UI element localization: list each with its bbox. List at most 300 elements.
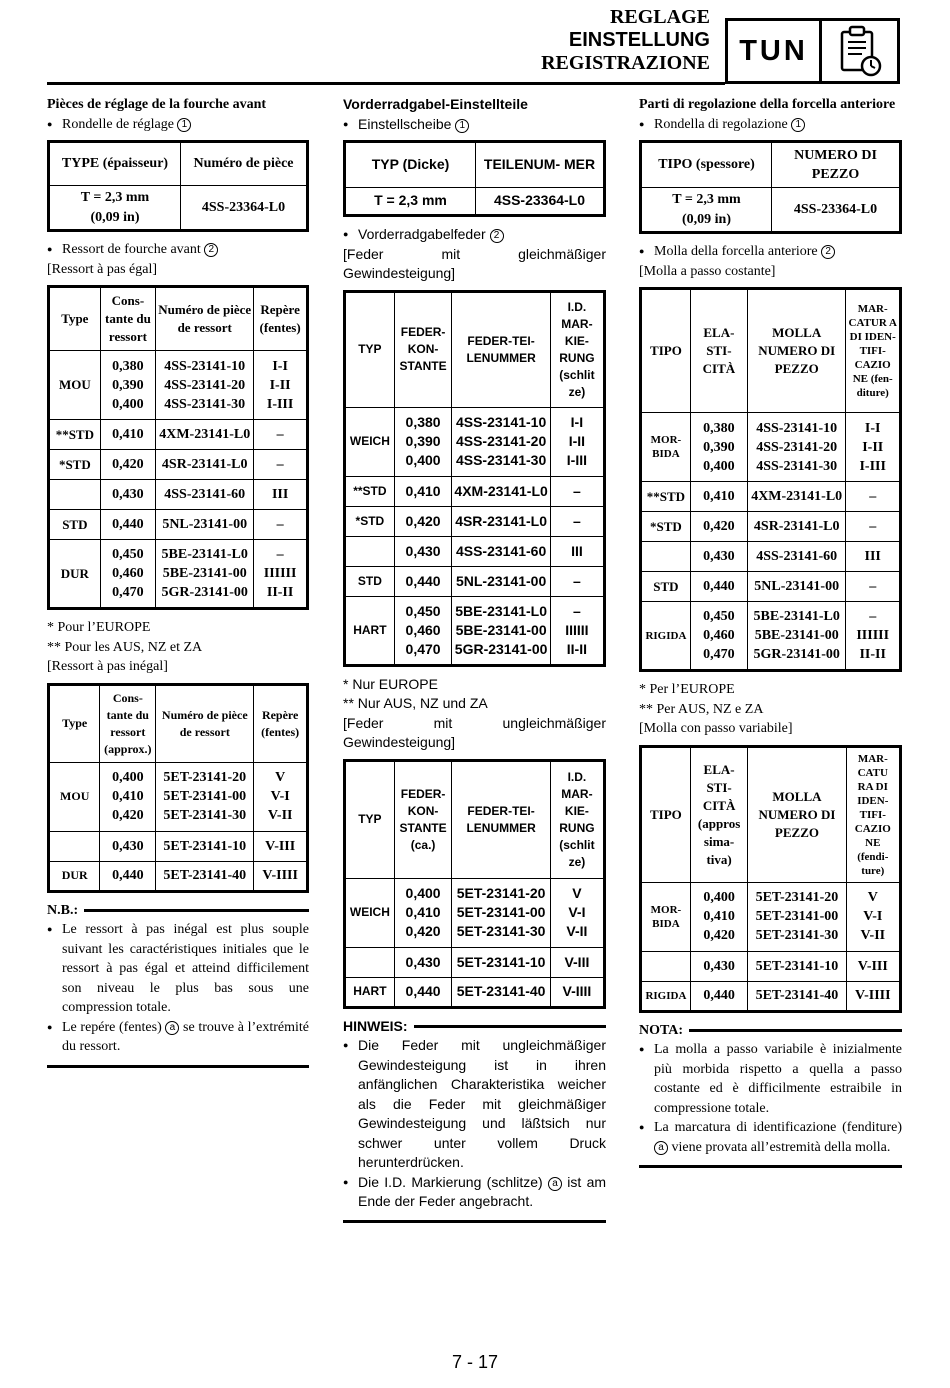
callout-ref: 2 [821,245,835,259]
cell-value: 0,440 [703,579,735,594]
consts-cell [690,882,747,951]
cell-value: 0,420 [405,923,441,939]
cell-value: 0,440 [405,983,441,999]
cell-value: 5BE-23141-L0 [161,547,248,562]
parts-cell [156,861,254,891]
marks-cell [254,762,308,831]
parts-cell [452,536,550,566]
parts-cell [156,351,254,420]
subsection-label: [Ressort à pas inégal] [47,659,168,674]
list-item [343,115,606,135]
cell-value: V-I [568,904,586,920]
table-header-cell: Repère (fentes) [254,684,308,762]
cell-value: II-II [859,647,886,662]
row-type-cell [345,947,395,977]
row-type-cell: **STD [641,482,691,512]
title-italian: REGISTRAZIONE [541,52,710,74]
cell-value: II-II [566,640,588,657]
note-heading [639,1021,902,1041]
note-item [639,1118,902,1157]
table-row [49,510,308,540]
cell-value: 5ET-23141-00 [456,904,546,920]
cell-value: 0,420 [112,808,144,823]
table-row [641,882,901,951]
cell-value: 0,410 [112,427,144,442]
table-header-cell: TYP [345,291,395,407]
parts-cell [452,977,550,1007]
bullet-text: Vorderradgabelfeder [358,226,486,242]
table-row [641,951,901,981]
table-header-cell: TIPO [641,746,691,882]
cell-value: 0,410 [112,789,144,804]
note-end-rule [639,1165,902,1168]
marks-cell [254,510,308,540]
section-code: TUN [728,21,822,81]
title-german: EINSTELLUNG [568,29,710,51]
table-cell: 4SS-23364-L0 [476,188,605,216]
cell-value: V-I [270,789,290,804]
marks-cell [846,882,900,951]
consts-cell [100,540,155,609]
parts-cell [747,572,845,602]
subsection-label: [Molla con passo variabile] [639,721,793,736]
row-type-cell [345,536,395,566]
cell-value: V-III [265,838,296,854]
table-header-cell: Cons- tante du ressort (approx.) [100,684,156,762]
table-header-cell: Repère (fentes) [254,287,308,351]
cell-value: V-I [863,909,883,924]
cell-value: 0,420 [405,512,441,529]
cell-value: III [271,487,289,502]
cell-value: 5ET-23141-40 [755,988,839,1003]
cell-value: 0,390 [112,377,144,393]
row-type-cell [641,542,691,572]
consts-cell [394,407,452,476]
footnote: * Per l’EUROPE [639,682,735,697]
washer-table [47,140,309,232]
cell-value: 0,460 [112,566,144,581]
table-cell: 4SS-23364-L0 [181,186,308,231]
parts-cell [747,542,845,572]
cell-value: 0,470 [405,640,441,657]
cell-value: 5BE-23141-00 [162,566,247,581]
table-header-cell: Numéro de pièce de ressort [156,287,254,351]
cell-value: – [573,512,581,529]
cell-value: 0,380 [703,420,735,436]
cell-value: 0,450 [405,602,441,619]
row-type-cell: STD [641,572,691,602]
cell-value: V [867,890,878,905]
marks-cell [254,540,308,609]
consts-cell [690,951,747,981]
cell-value: 5ET-23141-30 [163,808,247,823]
note-text: Die I.D. Markierung (schlitze) [358,1173,543,1190]
section-badge [725,18,900,84]
marks-cell [550,506,604,536]
table-row [345,506,605,536]
bullet-text: Rondella di regolazione [654,116,788,132]
cell-value: V-II [860,928,886,943]
cell-value: 4SS-23141-20 [455,433,547,449]
marks-cell [846,572,901,602]
consts-cell [394,476,452,506]
cell-value: 0,450 [112,547,144,562]
cell-value: 5BE-23141-L0 [455,602,548,619]
parts-cell [156,450,254,480]
cell-value: 0,430 [703,549,735,564]
callout-ref: 1 [791,118,805,132]
note-heading [343,1017,606,1037]
consts-cell [690,512,747,542]
consts-cell [394,506,452,536]
table-header-cell: I.D. MAR- KIE- RUNG (schlit ze) [550,291,604,407]
table-row [641,512,901,542]
marks-cell [254,351,308,420]
cell-value: 5NL-23141-00 [754,579,840,594]
consts-cell [394,878,452,947]
page-number: 7 - 17 [451,1352,499,1372]
footnote: ** Pour les AUS, NZ et ZA [47,639,203,655]
cell-value: 0,400 [112,770,144,785]
cell-value: 0,390 [703,439,735,455]
list-item [639,115,902,135]
table-row [49,450,308,480]
cell-value: V-II [566,923,588,939]
cell-value: 5BE-23141-00 [455,621,547,638]
marks-cell [254,831,308,861]
cell-value: 5ET-23141-40 [456,983,546,999]
french-column [47,95,309,1068]
cell-value: 0,400 [703,458,735,474]
parts-cell [452,476,550,506]
table-header-row [49,142,308,186]
marks-cell [550,407,604,476]
parts-cell [452,566,550,596]
consts-cell [100,351,155,420]
cell-value: 5GR-23141-00 [161,585,248,600]
cell-value: 4SR-23141-L0 [753,519,840,534]
note-title: NOTA: [639,1022,684,1038]
parts-cell [748,951,846,981]
uneven-spring-table [639,745,902,1013]
table-cell [49,186,181,231]
cell-value: V [572,885,582,901]
cell-value: IIIIII [856,628,890,643]
cell-value: – [869,609,877,624]
cell-value: 0,420 [703,519,735,534]
cell-value: 0,470 [703,647,735,662]
marks-cell [550,476,604,506]
table-header-row [641,142,901,188]
cell-value: 4SS-23141-60 [756,549,838,564]
consts-cell [394,596,452,665]
row-type-cell: MOR- BIDA [641,413,691,482]
parts-cell [748,882,846,951]
cell-value: 4SS-23141-10 [756,420,838,436]
table-row [345,188,605,216]
cell-value: V-III [857,958,888,974]
table-row [641,482,901,512]
cell-value: 5BE-23141-L0 [753,609,840,624]
cell-value: 0,460 [405,621,441,638]
cell-value: 0,440 [405,572,441,589]
table-header-cell: FEDER-TEI- LENUMMER [452,291,550,407]
marks-cell [846,602,901,671]
table-header-cell: MAR- CATU RA DI IDEN- TIFI- CAZIO NE (fendi- ture) [846,746,900,882]
table-row [49,861,308,891]
cell-value: – [276,517,284,532]
cell-value: V-IIII [562,983,592,999]
table-header-cell: TYPE (épaisseur) [49,142,181,186]
table-header-cell: FEDER-TEI- LENUMMER [452,760,550,878]
consts-cell [100,510,155,540]
table-header-cell: TEILENUM- MER [476,142,605,188]
parts-cell [156,420,254,450]
cell-value: 4SR-23141-L0 [161,457,248,472]
cell-value: – [869,519,877,534]
note-text: La marcatura di identificazione (fenditure) [654,1120,902,1135]
footnote: * Nur EUROPE [343,675,438,692]
cell-value: IIIIII [263,566,297,581]
even-spring-table [47,285,309,610]
note-item [47,1018,309,1057]
note-end-rule [47,1065,309,1068]
cell-value: 0,410 [703,489,735,504]
cell-value: 4XM-23141-L0 [454,482,548,499]
cell-value: III [571,542,583,559]
table-row [49,420,308,450]
note-item [343,1173,606,1212]
marks-cell [846,981,900,1011]
row-type-cell: *STD [641,512,691,542]
cell-value: – [869,579,877,594]
cell-value: 0,470 [112,585,144,600]
cell-value: III [864,549,881,564]
parts-cell [747,602,845,671]
cell-value: – [276,427,284,442]
row-type-cell: *STD [345,506,395,536]
table-header-cell: TIPO (spessore) [641,142,772,188]
cell-value: V-III [564,953,590,970]
marks-cell [254,450,308,480]
note-text: viene provata all’estremità della molla. [671,1139,891,1155]
cell-value: 4SS-23141-10 [164,358,246,374]
cell-value: 5ET-23141-20 [755,890,839,905]
table-header-cell: TYP [345,760,395,878]
section-heading: Vorderradgabel-Einstellteile [343,96,528,112]
consts-cell [100,480,155,510]
marks-cell [550,596,604,665]
consts-cell [690,572,747,602]
subsection-label: [Ressort à pas égal] [47,261,158,277]
thickness-inch: (0,09 in) [682,211,731,227]
parts-cell [156,510,254,540]
cell-value: IIIIII [565,621,589,638]
cell-value: 0,400 [405,885,441,901]
cell-value: 5ET-23141-20 [163,770,247,785]
row-type-cell [49,480,101,510]
row-type-cell: DUR [49,540,101,609]
cell-value: 0,400 [405,452,441,468]
marks-cell [846,542,901,572]
washer-table [639,140,902,234]
cell-value: 0,390 [405,433,441,449]
table-row [345,977,605,1007]
marks-cell [550,878,604,947]
cell-value: 5ET-23141-10 [163,838,247,854]
table-cell [641,188,772,233]
thickness-value: T = 2,3 mm [80,190,150,205]
table-cell: 4SS-23364-L0 [772,188,901,233]
table-header-row [345,142,605,188]
cell-value: I-II [269,377,291,393]
note-item: ● Le ressort à pas inégal est plus souple suivant les caractéristiques initiales que le ressort à pas égal et atteind difficilement son niveau le plus bas sous une compression totale. [47,920,309,1018]
note-rule [689,1029,902,1032]
section-heading: Parti di regolazione della forcella anteriore [639,97,896,112]
washer-table [343,140,606,217]
callout-ref: 1 [455,119,469,133]
title-french: REGLAGE [609,6,710,28]
marks-cell [550,977,604,1007]
cell-value: II-II [266,585,294,600]
bullet-text: Molla della forcella anteriore [654,244,818,259]
marks-cell [846,951,900,981]
table-header-row [641,746,901,882]
thickness-inch: (0,09 in) [90,209,140,225]
table-row [49,831,308,861]
footnote: * Pour l’EUROPE [47,620,151,635]
callout-ref: a [165,1021,179,1035]
consts-cell [690,413,747,482]
bullet-text: Einstellscheibe [358,115,452,132]
table-row [49,540,308,609]
note-end-rule [343,1220,606,1223]
cell-value: 4XM-23141-L0 [159,427,251,442]
table-row [345,878,605,947]
row-type-cell [641,951,691,981]
header-titles [541,6,710,75]
uneven-spring-table [47,683,309,893]
footnote: ** Nur AUS, NZ und ZA [343,695,488,711]
cell-value: 0,440 [703,988,735,1003]
cell-value: 4SS-23141-20 [756,439,838,455]
cell-value: V [275,770,286,785]
parts-cell [156,540,254,609]
consts-cell [394,536,452,566]
consts-cell [690,542,747,572]
row-type-cell: STD [345,566,395,596]
table-row [49,762,308,831]
row-type-cell: MOR- BIDA [641,882,691,951]
cell-value: – [869,489,877,504]
cell-value: 0,430 [405,953,441,970]
table-header-cell: MOLLA NUMERO DI PEZZO [748,746,846,882]
cell-value: V-IIII [855,988,891,1003]
table-header-cell: FEDER- KON- STANTE (ca.) [394,760,452,878]
cell-value: 0,450 [703,609,735,624]
consts-cell [394,566,452,596]
thickness-value: T = 2,3 mm [672,192,741,207]
note-heading [47,901,309,921]
marks-cell [254,861,308,891]
cell-value: – [276,547,284,562]
row-type-cell: **STD [49,420,101,450]
row-type-cell: MOU [49,351,101,420]
cell-value: – [276,457,284,472]
cell-value: 0,440 [112,868,144,883]
cell-value: V-IIII [262,868,298,883]
table-row [49,186,308,231]
consts-cell [690,981,747,1011]
header-rule [47,82,725,85]
parts-cell [452,947,550,977]
consts-cell [100,831,156,861]
cell-value: 0,410 [405,904,441,920]
bullet-text: Ressort de fourche avant [62,242,201,257]
consts-cell [690,602,747,671]
clipboard-stopwatch-icon [822,21,897,81]
parts-cell [156,762,254,831]
table-header-cell: NUMERO DI PEZZO [772,142,901,188]
cell-value: 0,410 [703,909,735,924]
row-type-cell: *STD [49,450,101,480]
parts-cell [156,480,254,510]
marks-cell [550,536,604,566]
cell-value: – [573,602,581,619]
note-text: Le repére (fentes) [62,1019,162,1035]
cell-value: V-II [267,808,293,823]
cell-value: 5ET-23141-20 [456,885,546,901]
cell-value: 5ET-23141-30 [456,923,546,939]
cell-value: 5BE-23141-00 [754,628,839,643]
table-header-row [49,684,308,762]
cell-value: 0,380 [405,414,441,430]
marks-cell [846,482,901,512]
row-type-cell: RIGIDA [641,602,691,671]
subsection-label: [Feder mit gleichmäßiger Gewindesteigung] [343,245,606,281]
table-header-cell: FEDER- KON- STANTE [394,291,452,407]
callout-ref: 1 [177,118,191,132]
cell-value: 0,440 [112,517,144,532]
note-item: ● Die Feder mit ungleichmäßiger Gewindesteigung ist in ihren anfänglichen Charakteristika weicher als die Feder mit gleichmäßiger Gewindesteigung und läßtsich nur schwer unter vollem Druck herunterdrücken. [343,1036,606,1173]
cell-value: 4SR-23141-L0 [455,512,548,529]
cell-value: 0,380 [112,358,144,374]
consts-cell [100,420,155,450]
parts-cell [452,878,550,947]
table-header-cell: ELA- STI- CITÀ [690,289,747,413]
bullet-text: Rondelle de réglage [62,116,174,132]
subsection-label: [Molla a passo costante] [639,263,776,279]
row-type-cell: WEICH [345,407,395,476]
cell-value: – [573,482,581,499]
cell-value: 5ET-23141-40 [163,868,247,883]
note-item: ● La molla a passo variabile è inizialmente più morbida rispetto a quella a passo costante ed è difficilmente estraibile in compressione totale. [639,1040,902,1118]
consts-cell [394,977,452,1007]
note-rule [414,1025,606,1028]
row-type-cell: HART [345,596,395,665]
row-type-cell: HART [345,977,395,1007]
cell-value: 4SS-23141-30 [455,452,547,468]
table-header-cell: Cons- tante du ressort [100,287,155,351]
german-column [343,95,606,1223]
table-row [345,947,605,977]
cell-value: 4SS-23141-10 [455,414,547,430]
row-type-cell: STD [49,510,101,540]
cell-value: 4SS-23141-30 [756,458,838,474]
table-header-cell: MOLLA NUMERO DI PEZZO [747,289,845,413]
cell-value: 0,410 [405,482,441,499]
table-header-cell: MAR- CATUR A DI IDEN- TIFI- CAZIO NE (fen- diture) [846,289,901,413]
